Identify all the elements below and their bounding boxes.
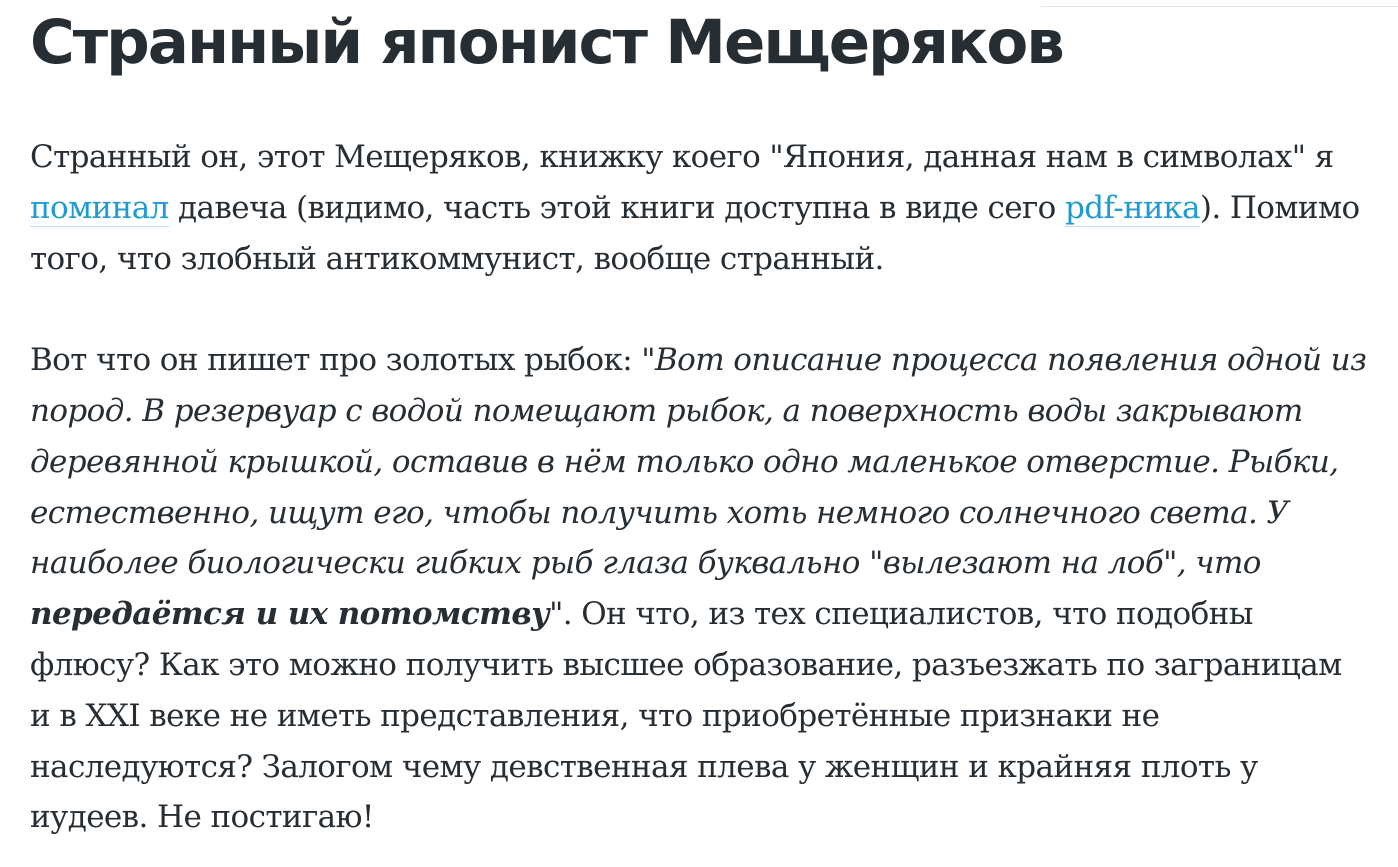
mentioned-link[interactable]: поминал <box>30 189 169 226</box>
paragraph-1 <box>30 132 1368 284</box>
top-divider <box>1041 6 1398 7</box>
pdf-link[interactable]: pdf-ника <box>1064 189 1200 226</box>
paragraph-2 <box>30 335 1368 843</box>
paragraph-2-text-a: Вот что он пишет про золотых рыбок: " <box>30 342 655 379</box>
paragraph-2-text-b: ". Он что, из тех специалистов, что подобны флюсу? Как это можно получить высшее образование, разъезжать по заграницам и в XXI веке не иметь представления, что приобретённые признаки не наследуются? Залогом чему девственная плева у женщин и крайняя плоть у иудеев. Не постигаю! <box>30 596 1342 836</box>
paragraph-1-text-b: давеча (видимо, часть этой книги доступна в виде сего <box>168 189 1065 226</box>
quote-italic: Вот описание процесса появления одной из пород. В резервуар с водой помещают рыбок, а поверхность воды закрывают деревянной крышкой, оставив в нём только одно маленькое отверстие. Рыбки, естественно, ищут его, чтобы получить хоть немного солнечного света. У наиболее биологически гибких рыб глаза буквально "вылезают на лоб", что <box>30 342 1367 582</box>
paragraph-1-text-a: Странный он, этот Мещеряков, книжку коего "Япония, данная нам в символах" я <box>30 139 1334 175</box>
paragraph-1-text-c: ). Помимо того, что злобный антикоммунист, вообще странный. <box>30 189 1360 277</box>
quote-bold-italic: передаётся и их потомству <box>30 596 550 633</box>
post-body <box>30 132 1368 843</box>
post-title: Странный японист Мещеряков <box>30 7 1063 78</box>
